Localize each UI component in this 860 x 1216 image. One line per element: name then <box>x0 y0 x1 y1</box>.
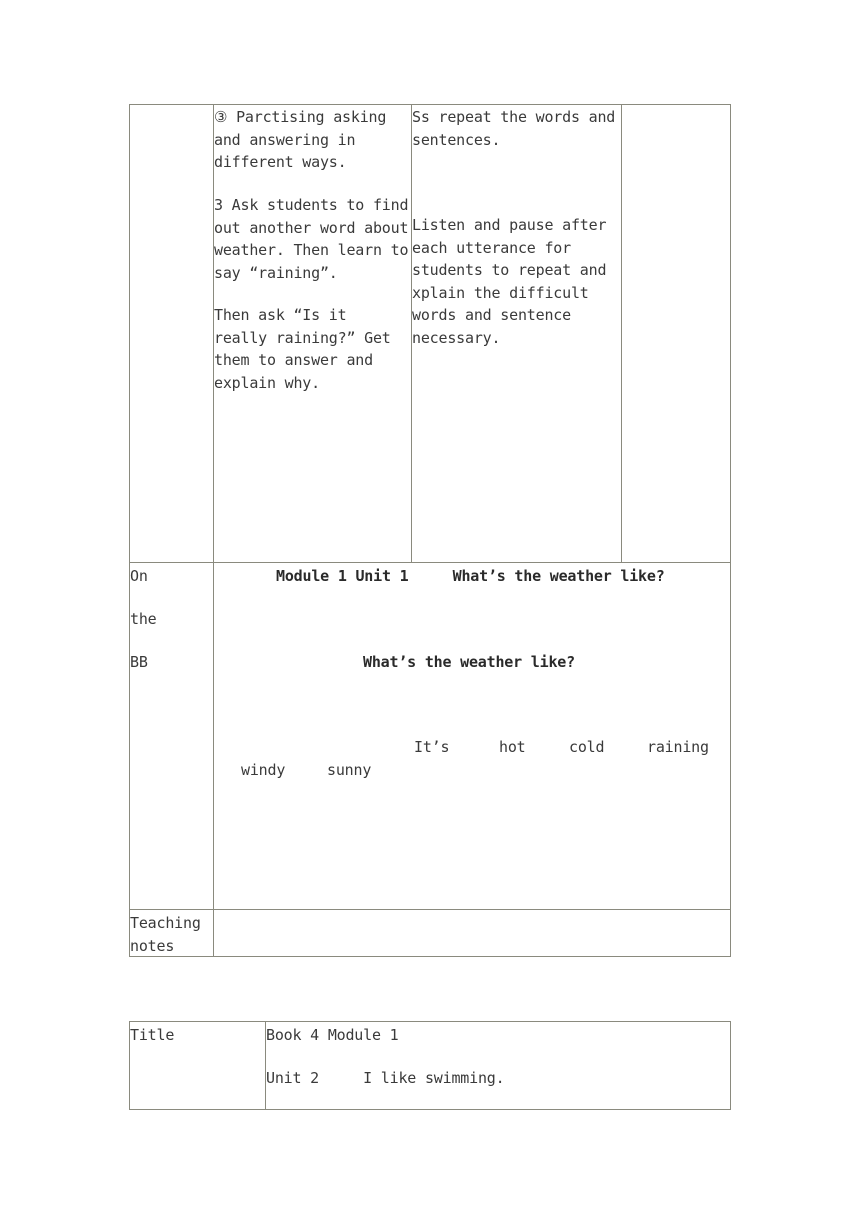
text-line: each utterance for <box>412 238 571 257</box>
bb-label-line: BB <box>130 653 148 671</box>
text-line: Listen and pause after <box>412 216 607 234</box>
bb-label <box>130 565 148 588</box>
student-activity-cell <box>412 214 606 349</box>
bb-word: raining <box>647 738 709 756</box>
text-line: Ss repeat the words and <box>412 108 616 126</box>
student-activity-cell <box>412 106 615 151</box>
text-line: words and sentence <box>412 306 571 324</box>
text-line: students to repeat and <box>412 261 607 279</box>
teacher-activity-cell <box>214 194 408 284</box>
bb-label-line: On <box>130 567 148 585</box>
bb-title: Module 1 Unit 1 What’s the weather like? <box>276 567 665 585</box>
label-line: Teaching <box>130 914 201 932</box>
text-line: necessary. <box>412 328 501 347</box>
bb-word: It’s <box>414 738 450 756</box>
text-line: and answering in <box>214 130 356 149</box>
text-line: 3 Ask students to find <box>214 196 409 214</box>
teacher-activity-cell <box>214 304 391 394</box>
text-line: Then ask “Is it <box>214 306 347 324</box>
row-divider <box>129 909 731 910</box>
text-line: out another word about <box>214 218 409 237</box>
text-line: sentences. <box>412 130 501 149</box>
title-line: Unit 2 I like swimming. <box>266 1069 505 1087</box>
bb-label <box>130 651 148 674</box>
title-line: Book 4 Module 1 <box>266 1026 399 1044</box>
bb-label-line: the <box>130 610 157 628</box>
bb-word: hot <box>499 738 526 756</box>
text-line: really raining?” Get <box>214 328 391 347</box>
teacher-activity-cell <box>214 106 386 174</box>
column-divider <box>621 104 622 563</box>
bb-word: windy <box>241 761 286 779</box>
text-line: different ways. <box>214 153 347 171</box>
bb-word: cold <box>569 738 605 756</box>
teaching-notes-label <box>130 912 201 957</box>
text-line: explain why. <box>214 373 320 392</box>
text-line: them to answer and <box>214 351 373 369</box>
title-table <box>129 1021 731 1110</box>
text-line: say “raining”. <box>214 263 338 282</box>
text-line: xplain the difficult <box>412 283 589 302</box>
text-line: weather. Then learn to <box>214 241 409 259</box>
title-label: Title <box>130 1026 175 1044</box>
bb-label <box>130 608 157 631</box>
text-line: ③ Parctising asking <box>214 108 387 126</box>
label-line: notes <box>130 936 175 955</box>
bb-question: What’s the weather like? <box>363 653 575 671</box>
row-divider <box>129 562 731 563</box>
bb-word: sunny <box>327 761 372 779</box>
